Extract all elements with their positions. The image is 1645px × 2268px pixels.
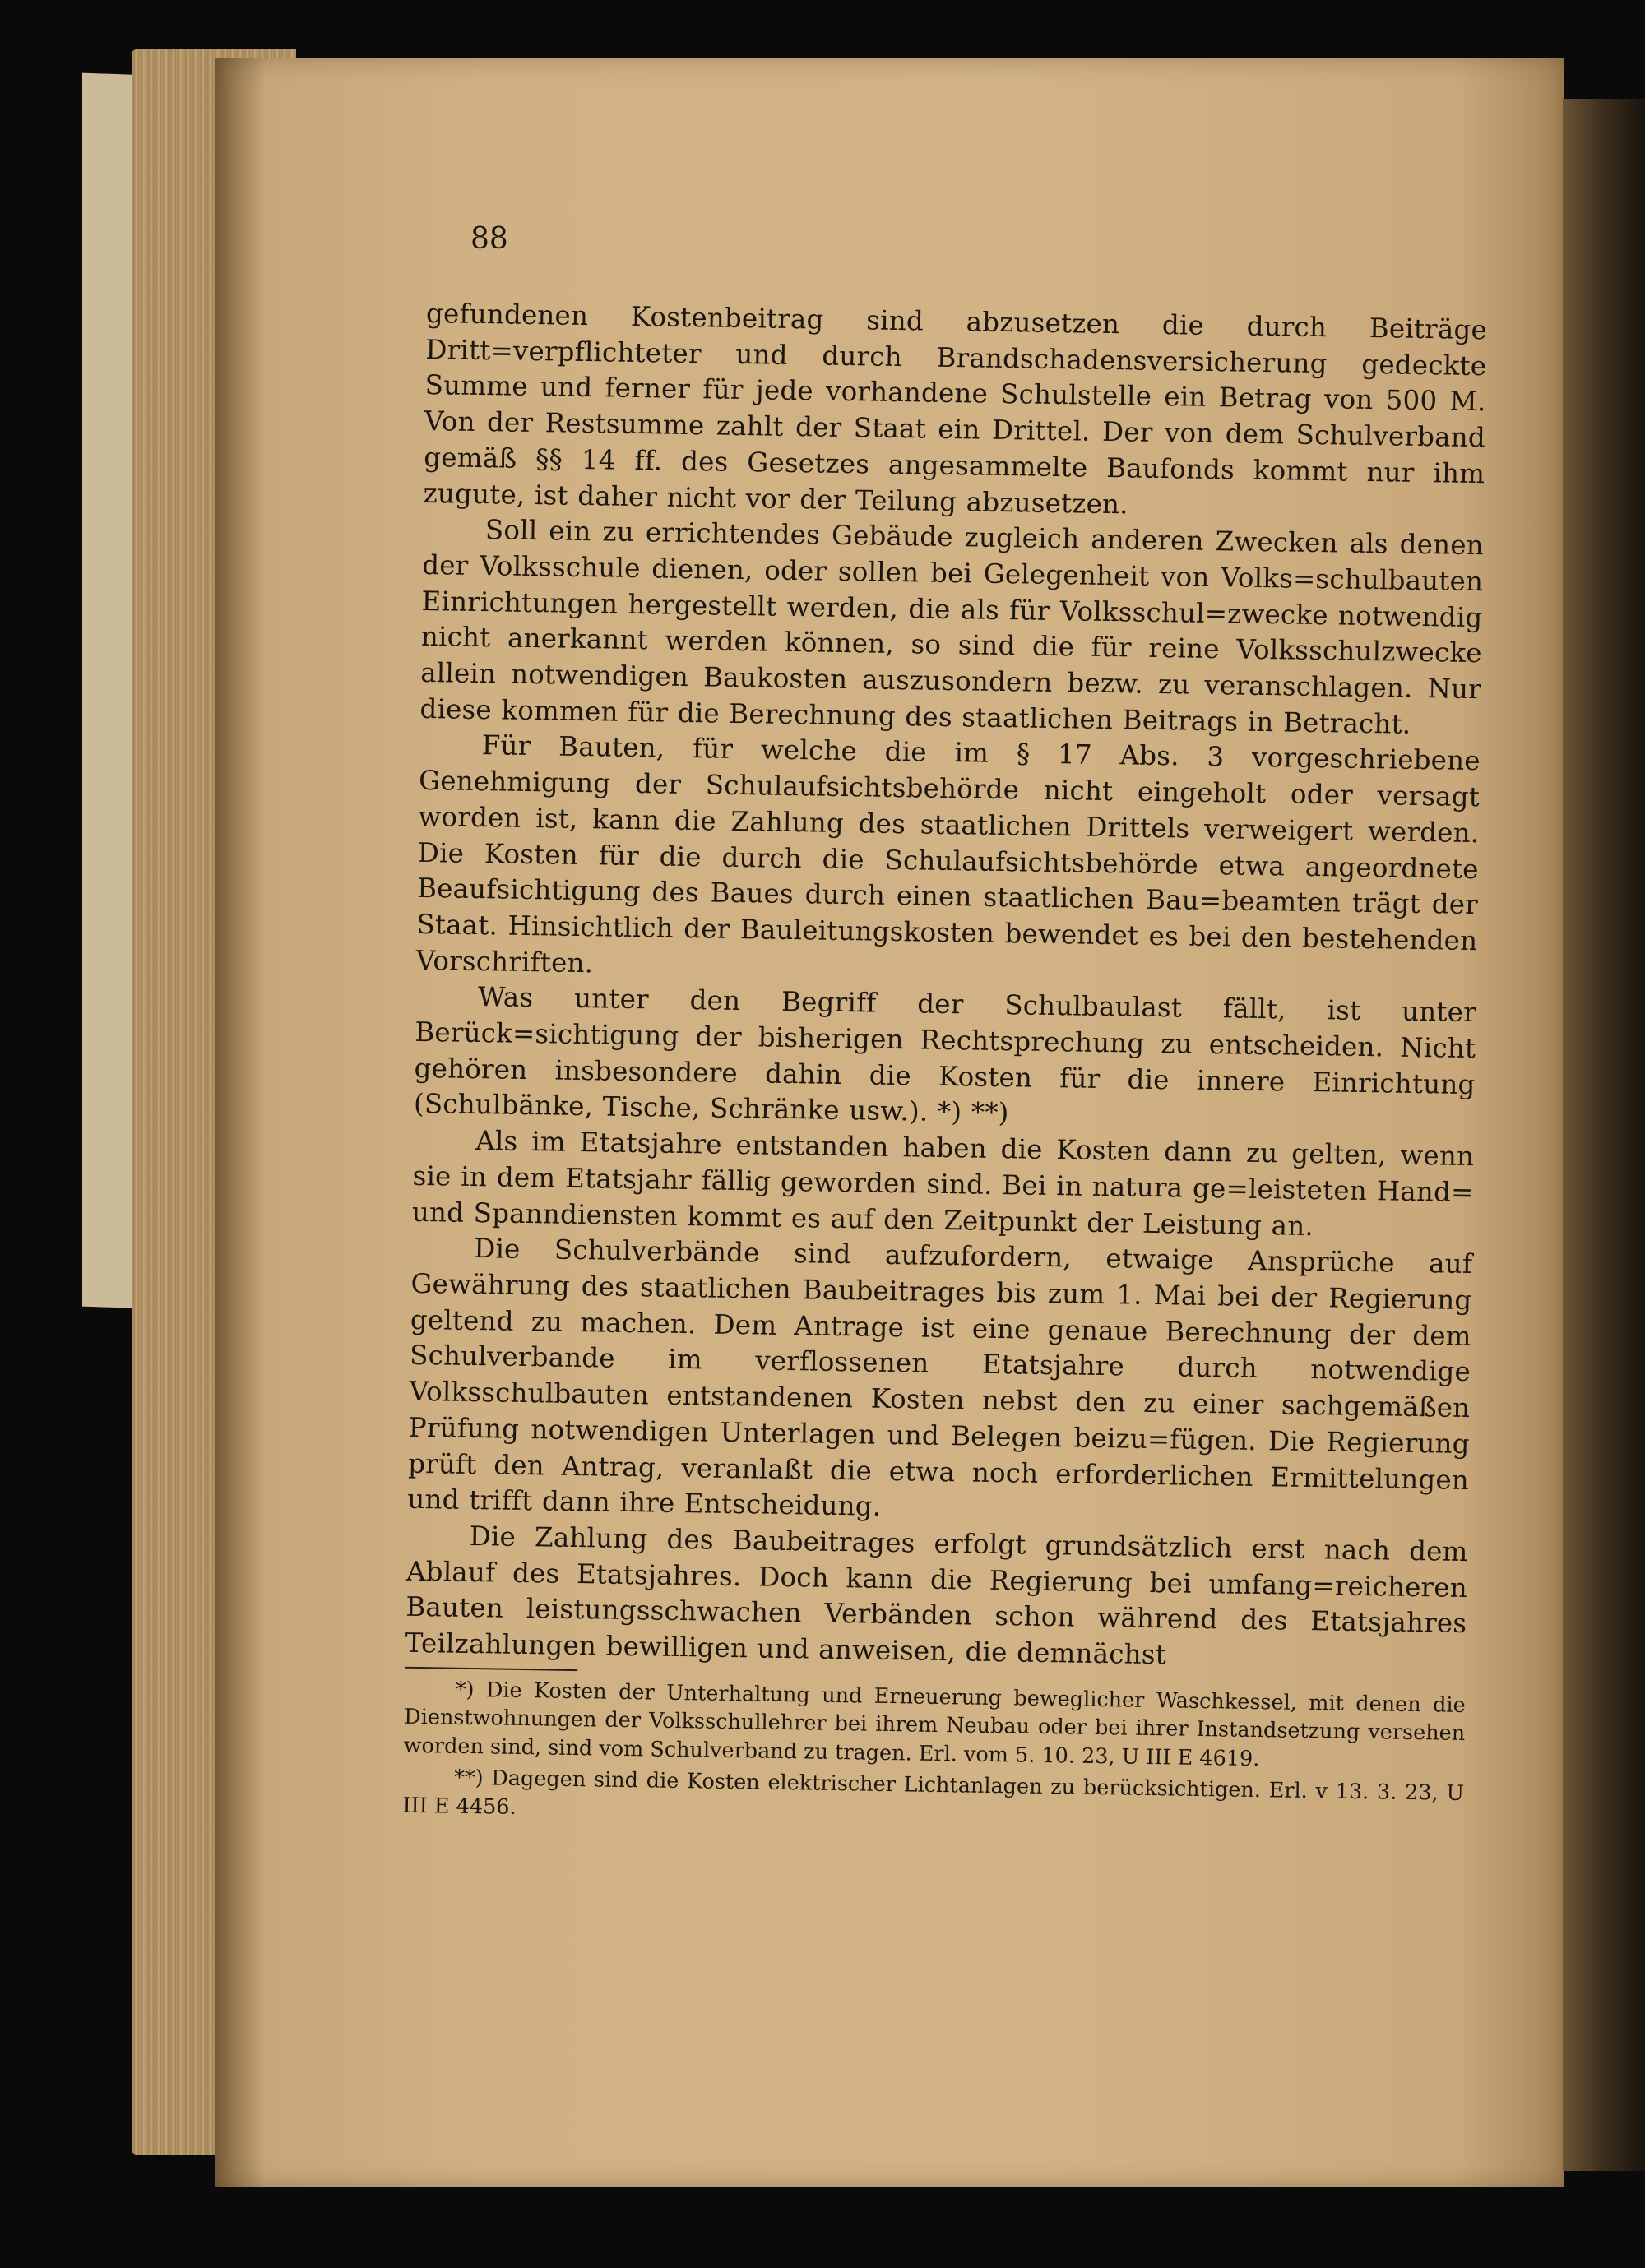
paragraph: Die Schulverbände sind aufzufordern, etwaige Ansprüche auf Gewährung des staatlichen Baubeitrages bis zum 1. Mai bei der Regierung geltend zu machen. Dem Antrage ist eine genaue Berechnung der dem Schulverbande im verflossenen Etatsjahre durch notwendige Volksschulbauten entstandenen Kosten nebst den zu einer sachgemäßen Prüfung notwendigen Unterlagen und Belegen beizu=fügen. Die Regierung prüft den Antrag, veranlaßt die etwa noch erforderlichen Ermittelungen und trifft dann ihre Entscheidung. [407, 1233, 1473, 1523]
paragraph: Als im Etatsjahre entstanden haben die Kosten dann zu gelten, wenn sie in dem Etatsjahr fällig geworden sind. Bei in natura ge=leisteten Hand= und Spanndiensten kommt es auf den Zeitpunkt der Leistung an. [411, 1125, 1475, 1242]
facing-page-edge [1563, 99, 1645, 2171]
paragraph: Für Bauten, für welche die im § 17 Abs. 3 vorgeschriebene Genehmigung der Schulaufsichtsbehörde nicht eingeholt oder versagt worden ist, kann die Zahlung des staatlichen Drittels verweigert werden. Die Kosten für die durch die Schulaufsichtsbehörde etwa angeordnete Beaufsichtigung des Baues durch einen staatlichen Bau=beamten trägt der Staat. Hinsichtlich der Bauleitungskosten bewendet es bei den bestehenden Vorschriften. [415, 729, 1481, 979]
paragraph: Soll ein zu errichtendes Gebäude zugleich anderen Zwecken als denen der Volksschule dienen, oder sollen bei Gelegenheit von Volks=schulbauten Einrichtungen hergestellt werden, die als für Volksschul=zwecke notwendig nicht anerkannt werden können, so sind die für reine Volksschulzwecke allein notwendigen Baukosten auszusondern bezw. zu veranschlagen. Nur diese kommen für die Berechnung des staatlichen Beitrags in Betracht. [419, 514, 1485, 740]
paragraph: Die Zahlung des Baubeitrages erfolgt grundsätzlich erst nach dem Ablauf des Etatsjahres. Doch kann die Regierung bei umfang=reicheren Bauten leistungsschwachen Verbänden schon während des Etatsjahres Teilzahlungen bewilligen und anweisen, die demnächst [405, 1520, 1468, 1671]
body-text [402, 214, 1489, 1836]
footnote-divider [405, 1667, 577, 1671]
page-number: 88 [470, 222, 508, 256]
footnote: **) Dagegen sind die Kosten elektrischer Lichtanlagen zu berücksichtigen. Erl. v 13. 3. 23, U III E 4456. [402, 1765, 1465, 1820]
footnote: *) Die Kosten der Unterhaltung und Erneuerung beweglicher Waschkessel, mit denen die Dienstwohnungen der Volksschullehrer bei ihrem Neubau oder bei ihrer Instandsetzung versehen worden sind, sind vom Schulverband zu tragen. Erl. vom 5. 10. 23, U III E 4619. [403, 1677, 1466, 1771]
paragraph: Was unter den Begriff der Schulbaulast fällt, ist unter Berück=sichtigung der bisherigen Rechtsprechung zu entscheiden. Nicht gehören insbesondere dahin die Kosten für die innere Einrichtung (Schulbänke, Tische, Schränke usw.). *) **) [413, 981, 1477, 1129]
gutter-shadow [215, 58, 265, 2187]
paragraph: gefundenen Kostenbeitrag sind abzusetzen die durch Beiträge Dritt=verpflichteter und durch Brandschadensversicherung gedeckte Summe und ferner für jede vorhandene Schulstelle ein Betrag von 500 M. Von der Restsumme zahlt der Staat ein Drittel. Der von dem Schulverband gemäß §§ 14 ff. des Gesetzes angesammelte Baufonds kommt nur ihm zugute, ist daher nicht vor der Teilung abzusetzen. [423, 297, 1488, 520]
